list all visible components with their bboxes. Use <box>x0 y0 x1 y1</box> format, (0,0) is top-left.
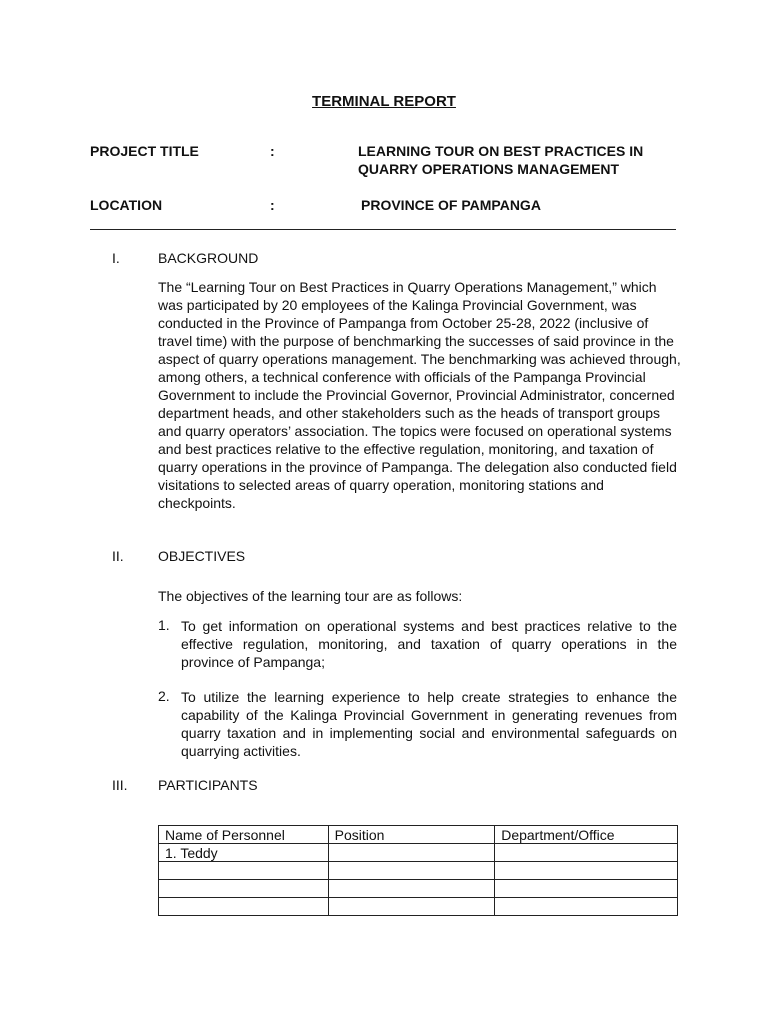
table-cell: 1. Teddy <box>159 844 329 862</box>
objective-item-2-number: 2. <box>158 688 170 704</box>
objective-item-2-text: To utilize the learning experience to help create strategies to enhance the capability of the Kalinga Provincial Government in generating revenues from quarry taxation and in implementing social and environmental safeguards on quarrying activities. <box>181 689 677 759</box>
location-value: PROVINCE OF PAMPANGA <box>361 197 541 213</box>
location-label: LOCATION <box>90 197 163 213</box>
table-cell <box>159 880 329 898</box>
section-background-heading: BACKGROUND <box>158 250 259 266</box>
table-cell <box>328 844 495 862</box>
objective-item-1-number: 1. <box>158 617 170 633</box>
participants-table <box>158 825 678 916</box>
table-header-row <box>159 826 678 844</box>
project-title-colon: : <box>270 143 275 159</box>
table-header-cell: Department/Office <box>495 826 678 844</box>
header-divider <box>90 229 676 230</box>
table-cell <box>495 862 678 880</box>
objectives-intro: The objectives of the learning tour are as follows: <box>158 588 463 604</box>
table-cell <box>495 844 678 862</box>
table-cell <box>328 898 495 916</box>
project-title-label: PROJECT TITLE <box>90 143 199 159</box>
section-participants-heading: PARTICIPANTS <box>158 777 258 793</box>
objective-item-1-text: To get information on operational systems and best practices relative to the effective regulation, monitoring, and taxation of quarry operations in the province of Pampanga; <box>181 618 677 670</box>
table-cell <box>495 898 678 916</box>
table-row <box>159 898 678 916</box>
background-paragraph: The “Learning Tour on Best Practices in Quarry Operations Management,” which was participated by 20 employees of the Kalinga Provincial Government, was conducted in the Province of Pampanga from October 25-28, 2022 (inclusive of travel time) with the purpose of benchmarking the successes of said province in the aspect of quarry operations management. The benchmarking was achieved through, among others, a technical conference with officials of the Pampanga Provincial Government to include the Provincial Governor, Provincial Administrator, concerned department heads, and other stakeholders such as the heads of transport groups and quarry operators’ association. The topics were focused on operational systems and best practices relative to the effective regulation, monitoring, and taxation of quarry operations in the province of Pampanga. The delegation also conducted field visitations to selected areas of quarry operation, monitoring stations and checkpoints. <box>158 279 681 511</box>
table-row <box>159 862 678 880</box>
location-colon: : <box>270 197 275 213</box>
table-cell <box>328 862 495 880</box>
project-title-value-line1: LEARNING TOUR ON BEST PRACTICES IN <box>358 143 644 159</box>
table-cell <box>328 880 495 898</box>
section-objectives-heading: OBJECTIVES <box>158 548 246 564</box>
table-row <box>159 844 678 862</box>
project-title-value-line2: QUARRY OPERATIONS MANAGEMENT <box>358 161 620 177</box>
table-row <box>159 880 678 898</box>
table-cell <box>159 898 329 916</box>
table-cell <box>495 880 678 898</box>
table-cell <box>159 862 329 880</box>
project-title-value <box>358 142 688 178</box>
section-objectives-number: II. <box>112 548 124 564</box>
section-background-number: I. <box>112 250 120 266</box>
document-title: TERMINAL REPORT <box>312 93 456 110</box>
table-header-cell: Position <box>328 826 495 844</box>
section-participants-number: III. <box>112 777 128 793</box>
table-header-cell: Name of Personnel <box>159 826 329 844</box>
